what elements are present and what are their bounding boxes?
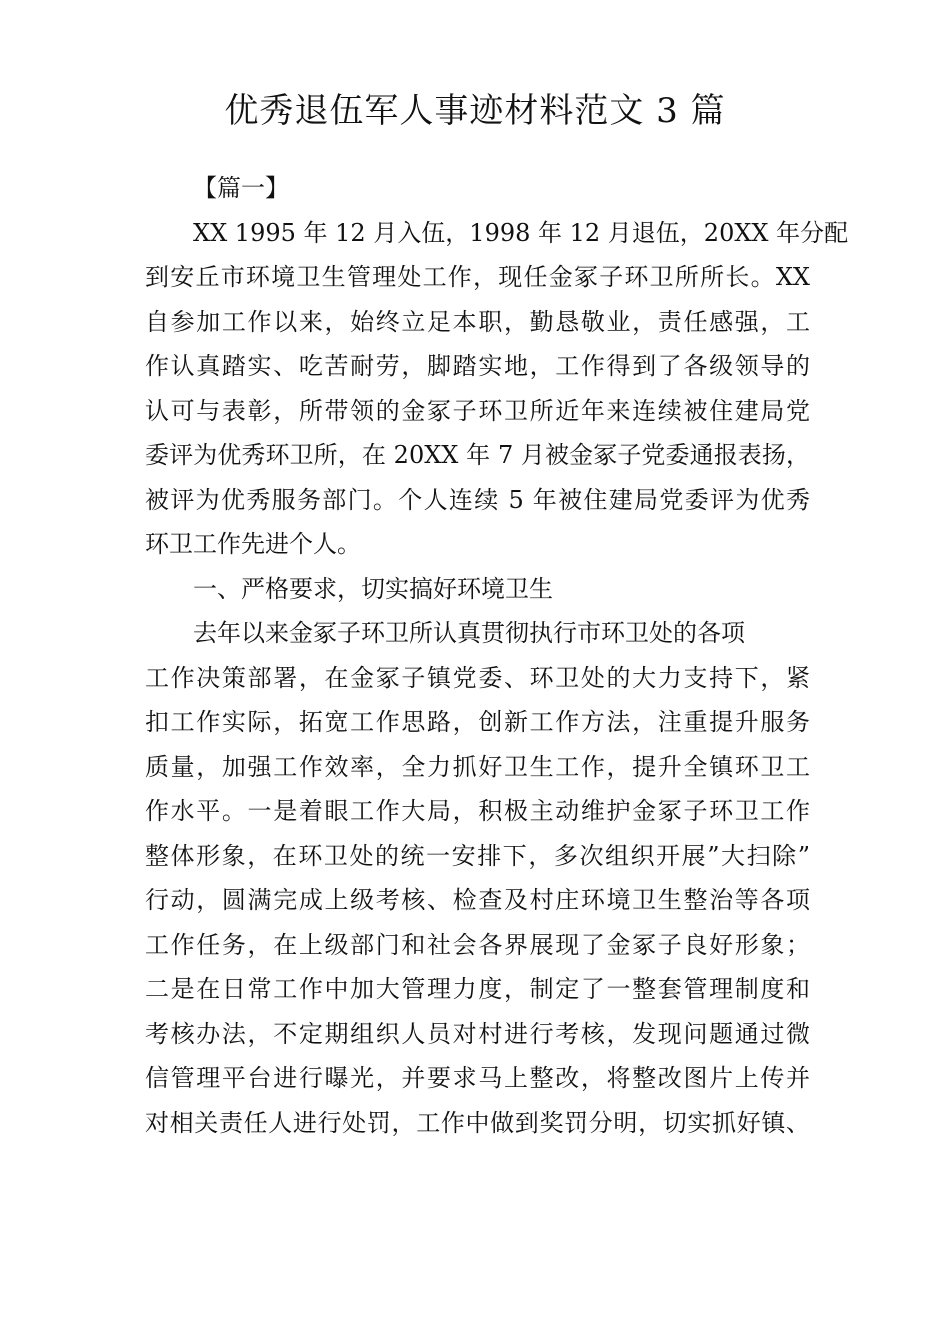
paragraph-line: 委评为优秀环卫所，在 20XX 年 7 月被金冢子党委通报表扬，	[145, 441, 810, 469]
paragraph-line: 认可与表彰，所带领的金冢子环卫所近年来连续被住建局党	[145, 396, 810, 425]
paragraph-line: 工作决策部署，在金冢子镇党委、环卫处的大力支持下，紧	[145, 663, 810, 692]
paragraph-line: 对相关责任人进行处罚，工作中做到奖罚分明，切实抓好镇、	[145, 1108, 810, 1137]
paragraph-line: 被评为优秀服务部门。个人连续 5 年被住建局党委评为优秀	[145, 485, 810, 514]
paragraph-line: 环卫工作先进个人。	[145, 530, 361, 558]
paragraph-line: 二是在日常工作中加大管理力度，制定了一整套管理制度和	[145, 975, 810, 1003]
document-title: 优秀退伍军人事迹材料范文 3 篇	[224, 91, 726, 131]
paragraph-line: 工作任务，在上级部门和社会各界展现了金冢子良好形象；	[145, 930, 810, 959]
paragraph-line: 质量，加强工作效率，全力抓好卫生工作，提升全镇环卫工	[145, 752, 810, 781]
paragraph-line: 自参加工作以来，始终立足本职，勤恳敬业，责任感强，工	[145, 307, 810, 336]
paragraph-line: 扣工作实际，拓宽工作思路，创新工作方法，注重提升服务	[145, 708, 810, 736]
paragraph-line: 去年以来金冢子环卫所认真贯彻执行市环卫处的各项	[193, 619, 745, 647]
paragraph-line: 行动，圆满完成上级考核、检查及村庄环境卫生整治等各项	[145, 886, 810, 914]
section-heading: 一、严格要求，切实搞好环境卫生	[193, 574, 553, 603]
section-label: 【篇一】	[193, 174, 289, 202]
paragraph-line: 作水平。一是着眼工作大局，积极主动维护金冢子环卫工作	[145, 797, 810, 825]
paragraph-line: 整体形象，在环卫处的统一安排下，多次组织开展”大扫除”	[145, 841, 810, 870]
document-body	[145, 166, 849, 1145]
paragraph-line: 考核办法，不定期组织人员对村进行考核，发现问题通过微	[145, 1019, 810, 1048]
paragraph-line: XX 1995 年 12 月入伍，1998 年 12 月退伍，20XX 年分配	[193, 218, 849, 247]
paragraph-line: 信管理平台进行曝光，并要求马上整改，将整改图片上传并	[145, 1064, 810, 1092]
paragraph-line: 作认真踏实、吃苦耐劳，脚踏实地，工作得到了各级领导的	[145, 352, 810, 380]
paragraph-line: 到安丘市环境卫生管理处工作，现任金冢子环卫所所长。XX	[145, 263, 810, 291]
